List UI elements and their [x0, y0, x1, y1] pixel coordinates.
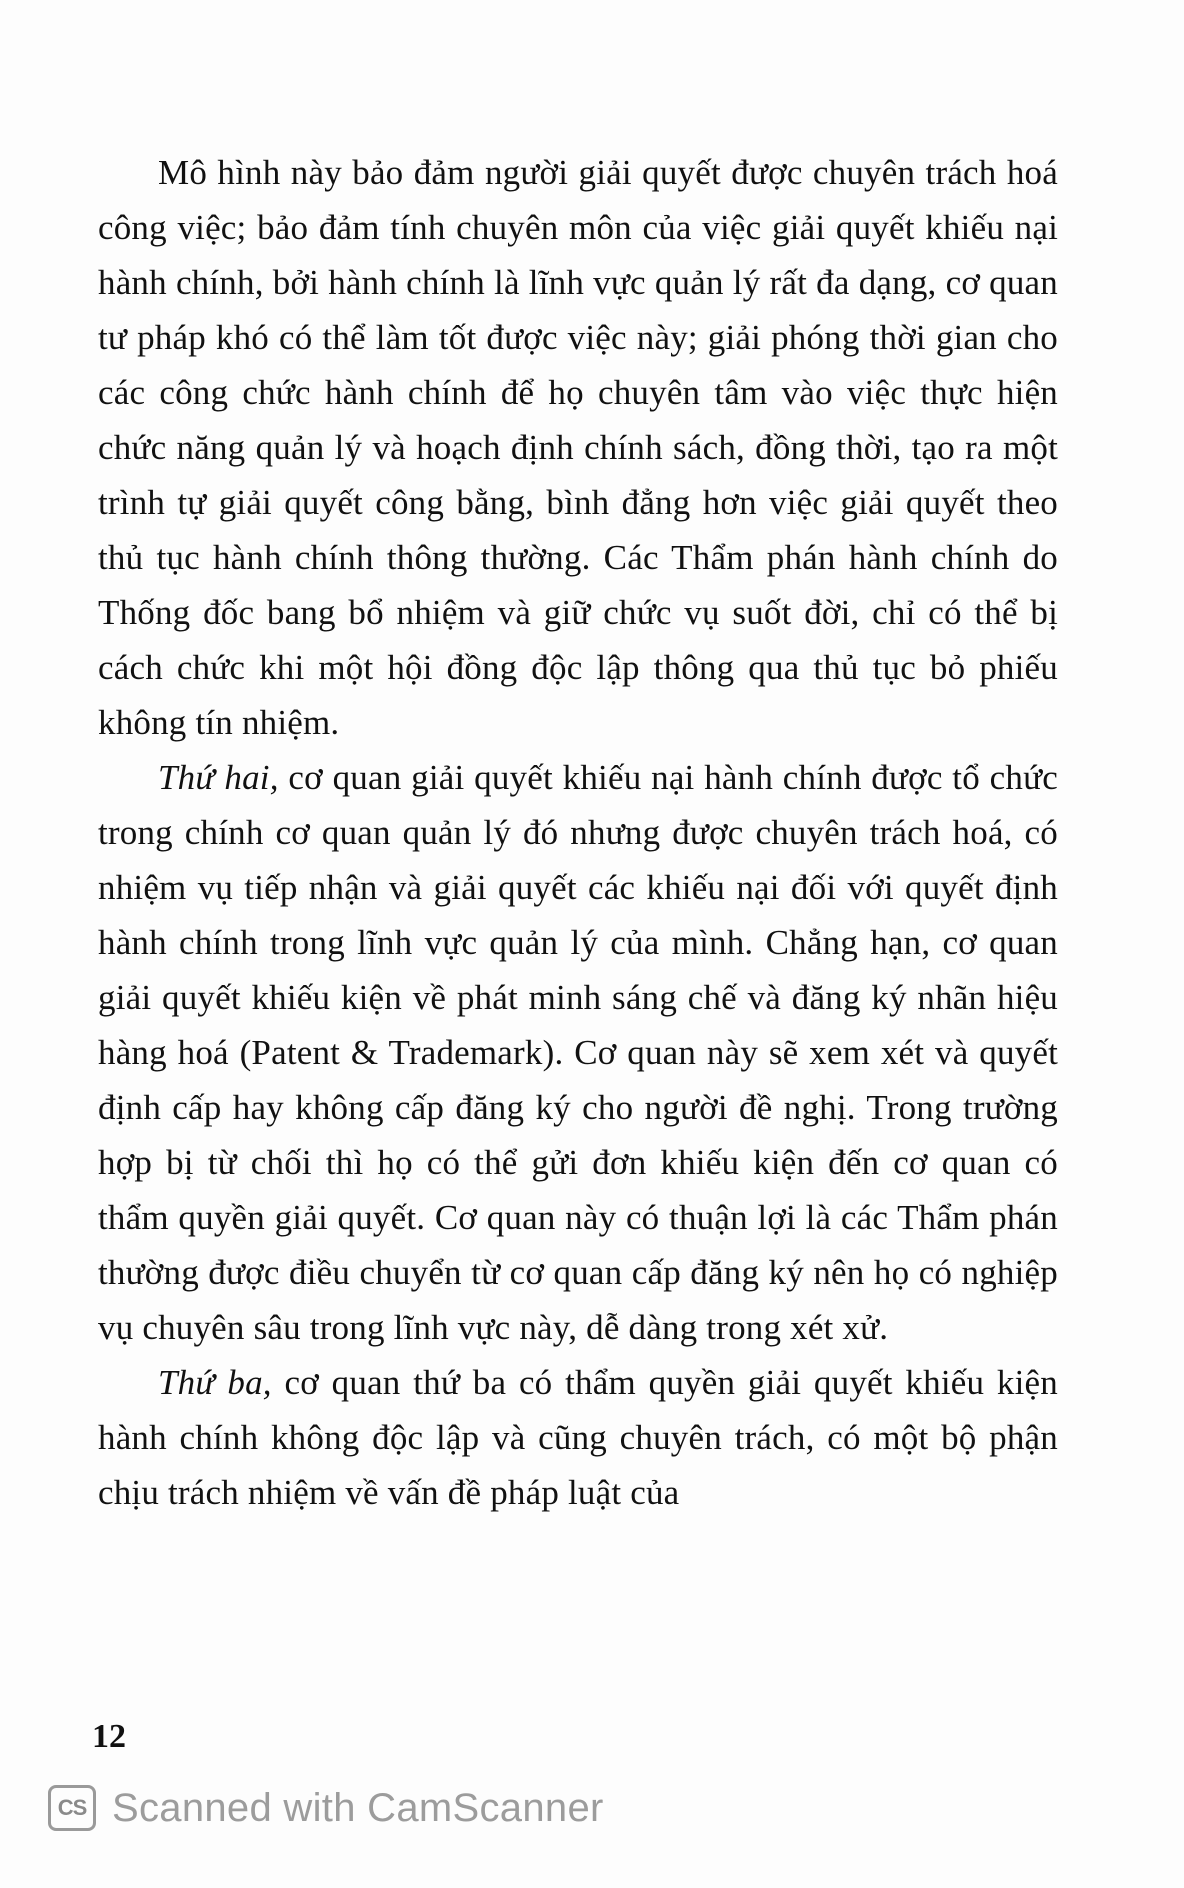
- paragraph-3: [98, 1355, 1058, 1520]
- watermark-text: Scanned with CamScanner: [112, 1785, 604, 1830]
- paragraph-1: [98, 145, 1058, 750]
- paragraph-3-lead: Thứ ba,: [158, 1363, 272, 1402]
- camscanner-logo-icon: CS: [48, 1785, 96, 1831]
- paragraph-1-text: Mô hình này bảo đảm người giải quyết được chuyên trách hoá công việc; bảo đảm tính chuyên môn của việc giải quyết khiếu nại hành chính, bởi hành chính là lĩnh vực quản lý rất đa dạng, cơ quan tư pháp khó có thể làm tốt được việc này; giải phóng thời gian cho các công chức hành chính để họ chuyên tâm vào việc thực hiện chức năng quản lý và hoạch định chính sách, đồng thời, tạo ra một trình tự giải quyết công bằng, bình đẳng hơn việc giải quyết theo thủ tục hành chính thông thường. Các Thẩm phán hành chính do Thống đốc bang bổ nhiệm và giữ chức vụ suốt đời, chỉ có thể bị cách chức khi một hội đồng độc lập thông qua thủ tục bỏ phiếu không tín nhiệm.: [98, 153, 1058, 742]
- paragraph-2-text: cơ quan giải quyết khiếu nại hành chính được tổ chức trong chính cơ quan quản lý đó nhưng được chuyên trách hoá, có nhiệm vụ tiếp nhận và giải quyết các khiếu nại đối với quyết định hành chính trong lĩnh vực quản lý của mình. Chẳng hạn, cơ quan giải quyết khiếu kiện về phát minh sáng chế và đăng ký nhãn hiệu hàng hoá (Patent & Trademark). Cơ quan này sẽ xem xét và quyết định cấp hay không cấp đăng ký cho người đề nghị. Trong trường hợp bị từ chối thì họ có thể gửi đơn khiếu kiện đến cơ quan có thẩm quyền giải quyết. Cơ quan này có thuận lợi là các Thẩm phán thường được điều chuyển từ cơ quan cấp đăng ký nên họ có nghiệp vụ chuyên sâu trong lĩnh vực này, dễ dàng trong xét xử.: [98, 758, 1058, 1347]
- body-text: [98, 145, 1058, 1520]
- camscanner-watermark: [48, 1778, 604, 1838]
- page-number: 12: [92, 1718, 126, 1755]
- paragraph-2: [98, 750, 1058, 1355]
- paragraph-2-lead: Thứ hai,: [158, 758, 279, 797]
- paragraph-3-text: cơ quan thứ ba có thẩm quyền giải quyết khiếu kiện hành chính không độc lập và cũng chuyên trách, có một bộ phận chịu trách nhiệm về vấn đề pháp luật của: [98, 1363, 1058, 1512]
